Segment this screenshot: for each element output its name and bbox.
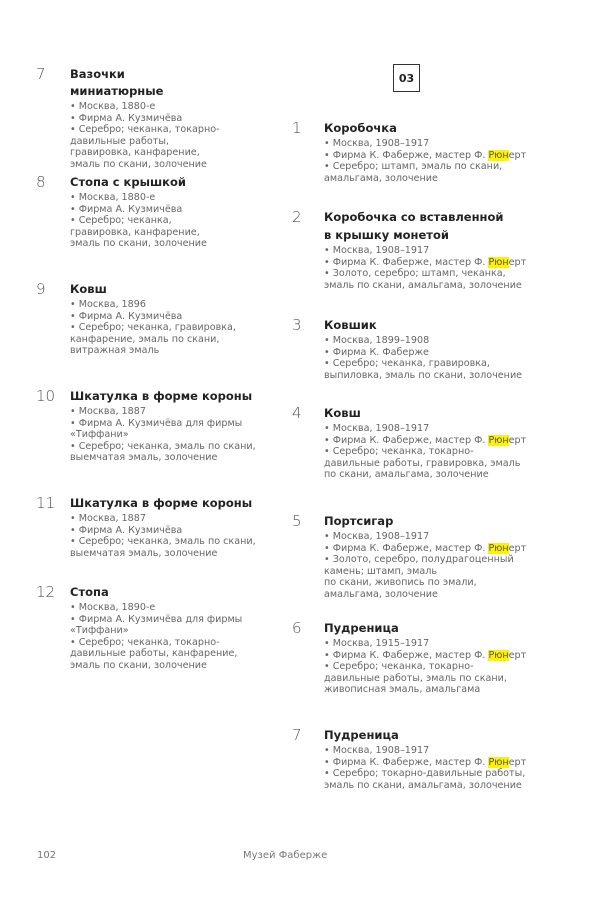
item-detail: • Серебро; чеканка, токарно-: [324, 661, 474, 673]
item-number: 2: [292, 208, 302, 226]
item-title: в крышку монетой: [324, 228, 449, 242]
item-body: [324, 209, 526, 291]
detail-text: ерт: [508, 434, 527, 446]
item-detail: • Москва, 1915–1917: [324, 638, 430, 649]
publication-title: Музей Фаберже: [243, 850, 328, 861]
item-detail: • Москва, 1880-е: [70, 192, 156, 203]
item-title: Вазочки миниатюрные: [70, 67, 164, 98]
item-detail: • Серебро; токарно-давильные работы,: [324, 768, 526, 780]
item-body: [70, 174, 207, 250]
item-body: [70, 66, 220, 171]
item-detail: амальгама, золочение: [324, 588, 438, 600]
item-number: 9: [36, 280, 46, 298]
item-number: 1: [292, 119, 302, 137]
item-detail: • Москва, 1908–1917: [324, 531, 430, 542]
item-number: 3: [292, 316, 302, 334]
detail-text: • Фирма К. Фаберже, мастер Ф.: [324, 256, 489, 268]
item-detail: давильные работы, канфарение,: [70, 648, 238, 660]
item-detail: камень; штамп, эмаль: [324, 565, 438, 577]
item-title: Пудреница: [324, 621, 399, 635]
item-title: Ковш: [324, 406, 361, 420]
item-detail: • Москва, 1896: [70, 299, 146, 310]
item-detail: выемчатая эмаль, золочение: [70, 547, 218, 559]
item-number: 7: [36, 65, 46, 83]
item-detail: • Серебро; чеканка, эмаль по скани,: [70, 536, 256, 548]
item-number: 10: [36, 387, 56, 405]
item-detail: • Золото, серебро, полудрагоценный: [324, 554, 514, 566]
item-detail: «Тиффани»: [70, 625, 129, 637]
item-title: Коробочка со вставленной: [324, 210, 504, 224]
item-detail: • Серебро; чеканка, гравировка,: [324, 358, 490, 370]
item-detail: • Фирма А. Кузмичёва: [70, 524, 183, 536]
item-detail: • Москва, 1887: [70, 406, 146, 417]
highlighted-text: Рюн: [488, 256, 509, 268]
item-number: 11: [36, 494, 56, 512]
detail-text: • Фирма К. Фаберже, мастер Ф.: [324, 542, 489, 554]
item-number: 12: [36, 583, 56, 601]
item-title: Коробочка: [324, 121, 397, 135]
item-detail: эмаль по скани, золочение: [70, 659, 207, 671]
item-detail: эмаль по скани, золочение: [70, 238, 207, 250]
item-detail: давильные работы, гравировка, эмаль: [324, 457, 521, 469]
item-number: 5: [292, 512, 302, 530]
item-detail: • Москва, 1899–1908: [324, 335, 430, 346]
item-detail: • Фирма А. Кузмичёва для фирмы: [70, 417, 243, 429]
highlighted-text: Рюн: [488, 434, 509, 446]
item-detail: по скани, живопись по эмали,: [324, 577, 477, 589]
item-number: 8: [36, 173, 46, 191]
item-detail: • Фирма К. Фаберже: [324, 346, 429, 358]
item-detail: канфарение, эмаль по скани,: [70, 333, 220, 345]
detail-text: ерт: [508, 542, 527, 554]
item-detail: гравировка, канфарение,: [70, 147, 200, 159]
item-title: Стопа с крышкой: [70, 175, 186, 189]
detail-text: • Фирма К. Фаберже, мастер Ф.: [324, 149, 489, 161]
item-detail: давильные работы, эмаль по скани,: [324, 672, 507, 684]
detail-text: • Фирма К. Фаберже, мастер Ф.: [324, 756, 489, 768]
item-number: 7: [292, 726, 302, 744]
item-detail: • Москва, 1890-е: [70, 602, 156, 613]
item-title: Стопа: [70, 585, 109, 599]
item-body: [324, 620, 526, 696]
item-number: 6: [292, 619, 302, 637]
page-number: 102: [37, 850, 57, 861]
detail-text: ерт: [508, 649, 527, 661]
item-title: Ковшик: [324, 318, 377, 332]
item-detail: • Серебро; чеканка, гравировка,: [70, 322, 236, 334]
item-detail: • Москва, 1880-е: [70, 101, 156, 112]
item-detail: • Москва, 1908–1917: [324, 245, 430, 256]
section-number-box: 03: [393, 64, 420, 92]
item-detail: • Москва, 1908–1917: [324, 138, 430, 149]
item-detail: • Серебро; чеканка, токарно-: [324, 446, 474, 458]
item-detail: выпиловка, эмаль по скани, золочение: [324, 369, 523, 381]
item-title: Ковш: [70, 282, 107, 296]
item-title: Портсигар: [324, 514, 394, 528]
item-detail: [324, 757, 526, 769]
highlighted-text: Рюн: [488, 649, 509, 661]
detail-text: • Фирма К. Фаберже, мастер Ф.: [324, 649, 489, 661]
item-detail: [324, 543, 526, 555]
item-detail: • Серебро; чеканка, токарно-: [70, 124, 220, 136]
detail-text: ерт: [508, 756, 527, 768]
item-detail: эмаль по скани, амальгама, золочение: [324, 779, 522, 791]
item-body: [324, 120, 526, 184]
item-detail: • Серебро; штамп, эмаль по скани,: [324, 161, 503, 173]
item-detail: • Серебро; чеканка,: [70, 215, 172, 227]
item-detail: [324, 435, 526, 447]
item-detail: • Фирма А. Кузмичёва для фирмы: [70, 613, 243, 625]
highlighted-text: Рюн: [488, 542, 509, 554]
item-detail: эмаль по скани, амальгама, золочение: [324, 279, 522, 291]
item-detail: живописная эмаль, амальгама: [324, 684, 481, 696]
item-detail: по скани, амальгама, золочение: [324, 469, 489, 481]
detail-text: ерт: [508, 256, 527, 268]
item-detail: • Золото, серебро; штамп, чеканка,: [324, 268, 506, 280]
item-detail: [324, 650, 526, 662]
item-body: [324, 317, 522, 381]
item-body: [324, 405, 526, 481]
detail-text: ерт: [508, 149, 527, 161]
item-detail: витражная эмаль: [70, 345, 160, 357]
item-body: [70, 584, 242, 672]
item-title: Шкатулка в форме короны: [70, 496, 253, 510]
item-detail: • Фирма А. Кузмичёва: [70, 310, 183, 322]
item-number: 4: [292, 404, 302, 422]
item-detail: • Москва, 1908–1917: [324, 745, 430, 756]
item-body: [324, 727, 526, 791]
item-detail: [324, 150, 526, 162]
item-detail: • Фирма А. Кузмичёва: [70, 203, 183, 215]
item-detail: амальгама, золочение: [324, 172, 438, 184]
detail-text: • Фирма К. Фаберже, мастер Ф.: [324, 434, 489, 446]
item-detail: • Москва, 1908–1917: [324, 423, 430, 434]
highlighted-text: Рюн: [488, 756, 509, 768]
item-detail: • Фирма А. Кузмичёва: [70, 112, 183, 124]
item-detail: эмаль по скани, золочение: [70, 158, 207, 170]
item-body: [70, 495, 256, 559]
item-detail: • Москва, 1887: [70, 513, 146, 524]
item-detail: давильные работы,: [70, 135, 169, 147]
item-detail: [324, 257, 526, 269]
item-body: [70, 388, 256, 464]
item-detail: • Серебро; чеканка, токарно-: [70, 636, 220, 648]
item-detail: «Тиффани»: [70, 429, 129, 441]
item-detail: • Серебро; чеканка, эмаль по скани,: [70, 440, 256, 452]
highlighted-text: Рюн: [488, 149, 509, 161]
item-body: [324, 513, 526, 601]
item-detail: выемчатая эмаль, золочение: [70, 452, 218, 464]
item-title: Шкатулка в форме короны: [70, 389, 253, 403]
item-body: [70, 281, 236, 357]
item-detail: гравировка, канфарение,: [70, 226, 200, 238]
item-title: Пудреница: [324, 728, 399, 742]
